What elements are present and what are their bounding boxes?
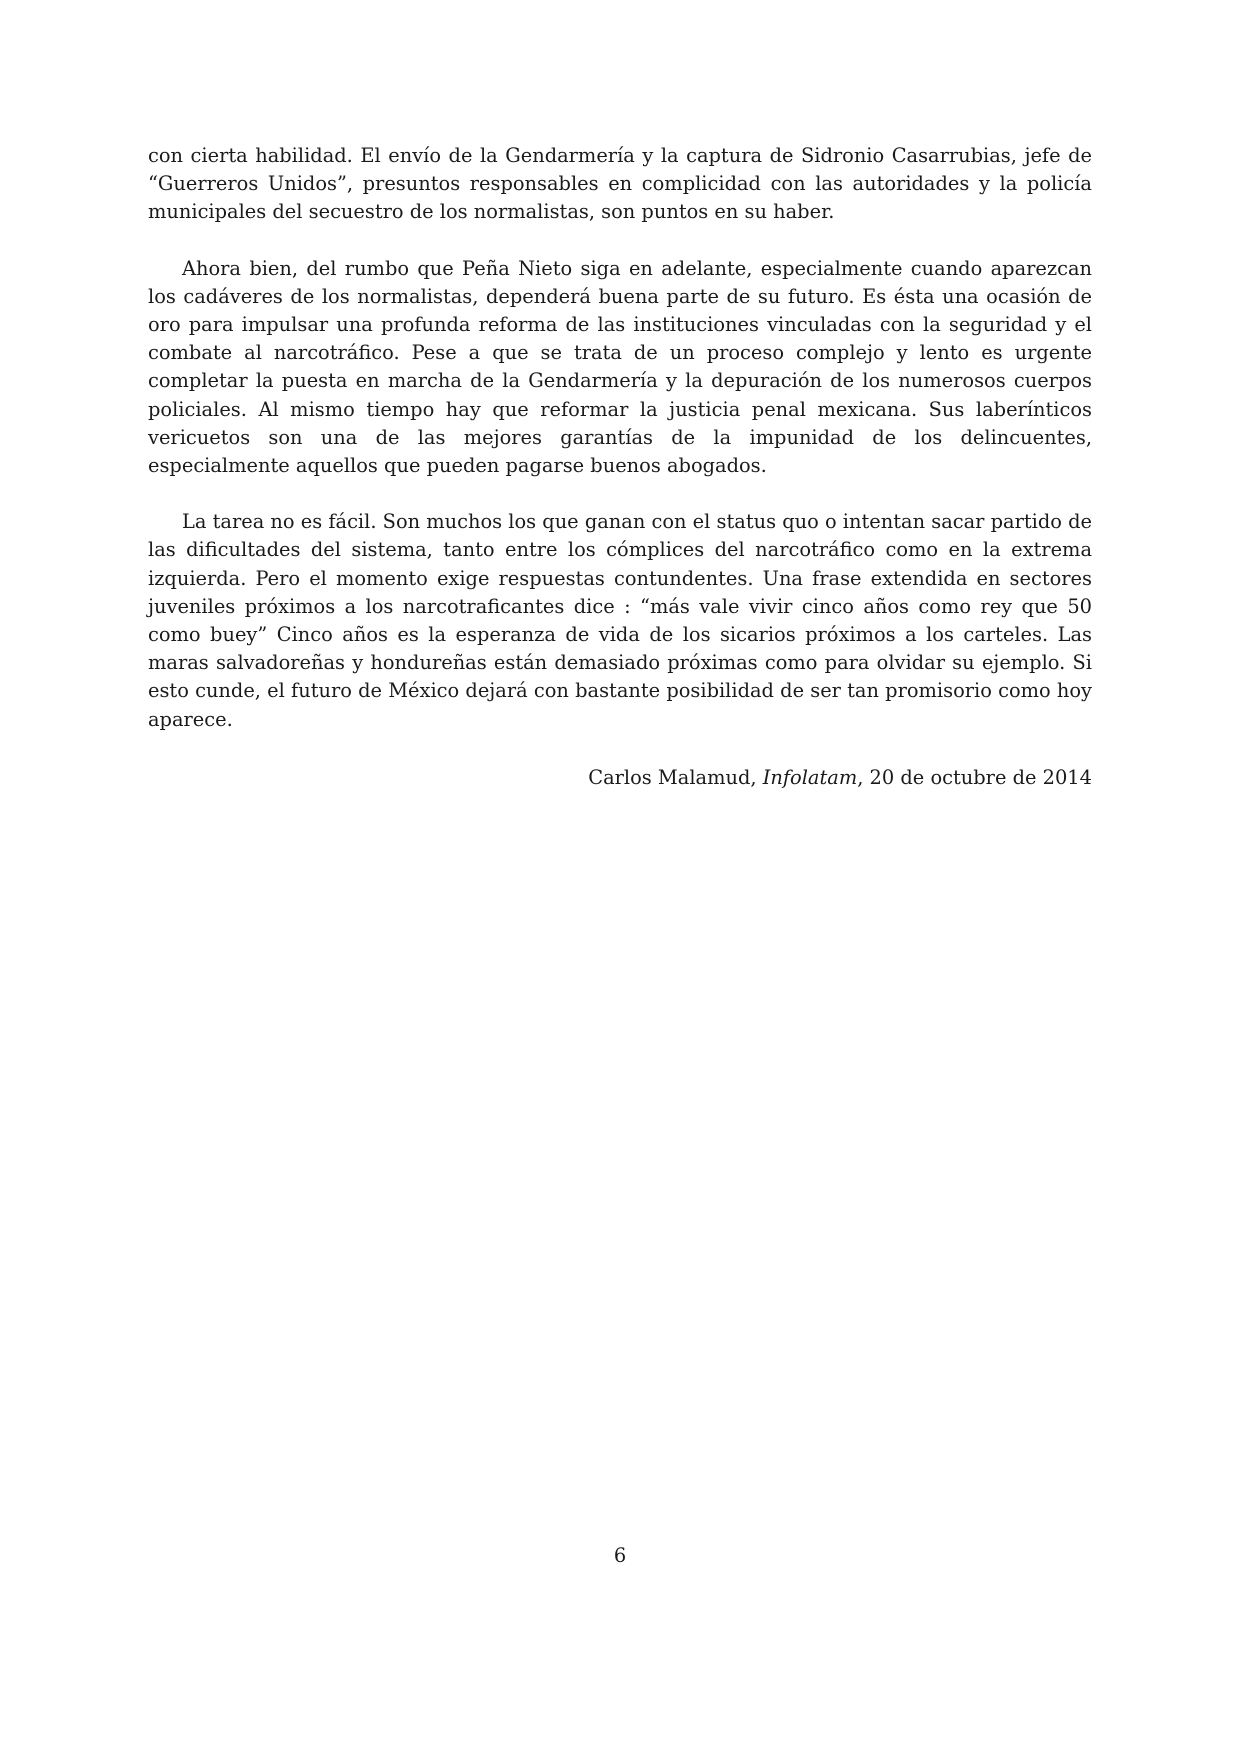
paragraph-tarea: La tarea no es fácil. Son muchos los que ganan con el status quo o intentan sacar partido de las dificultades del sistema, tanto entre los cómplices del narcotráfico como en la extrema izquierda. Pero el momento exige respuestas contundentes. Una frase extendida en sectores juveniles próximos a los narcotraficantes dice : “más vale vivir cinco años como rey que 50 como buey” Cinco años es la esperanza de vida de los sicarios próximos a los carteles. Las maras salvadoreñas y hondureñas están demasiado próximas como para olvidar su ejemplo. Si esto cunde, el futuro de México dejará con bastante posibilidad de ser tan promisorio como hoy aparece. [148, 510, 1092, 731]
page-number: 6 [613, 1544, 627, 1567]
document-body [148, 142, 1092, 792]
signature-author: Carlos Malamud, [588, 765, 757, 789]
paragraph-reforma: Ahora bien, del rumbo que Peña Nieto siga en adelante, especialmente cuando aparezcan los cadáveres de los normalistas, dependerá buena parte de su futuro. Es ésta una ocasión de oro para impulsar una profunda reforma de las instituciones vinculadas con la seguridad y el combate al narcotráfico. Pese a que se trata de un proceso complejo y lento es urgente completar la puesta en marcha de la Gendarmería y la depuración de los numerosos cuerpos policiales. Al mismo tiempo hay que reformar la justicia penal mexicana. Sus laberínticos vericuetos son una de las mejores garantías de la impunidad de los delincuentes, especialmente aquellos que pueden pagarse buenos abogados. [148, 256, 1092, 478]
signature-date: , 20 de octubre de 2014 [857, 765, 1092, 789]
paragraph-continuation: con cierta habilidad. El envío de la Gendarmería y la captura de Sidronio Casarrubias, jefe de “Guerreros Unidos”, presuntos responsables en complicidad con las autoridades y la policía municipales del secuestro de los normalistas, son puntos en su haber. [148, 144, 1092, 224]
signature-publication: Infolatam [762, 765, 858, 789]
article-signature [148, 764, 1092, 792]
